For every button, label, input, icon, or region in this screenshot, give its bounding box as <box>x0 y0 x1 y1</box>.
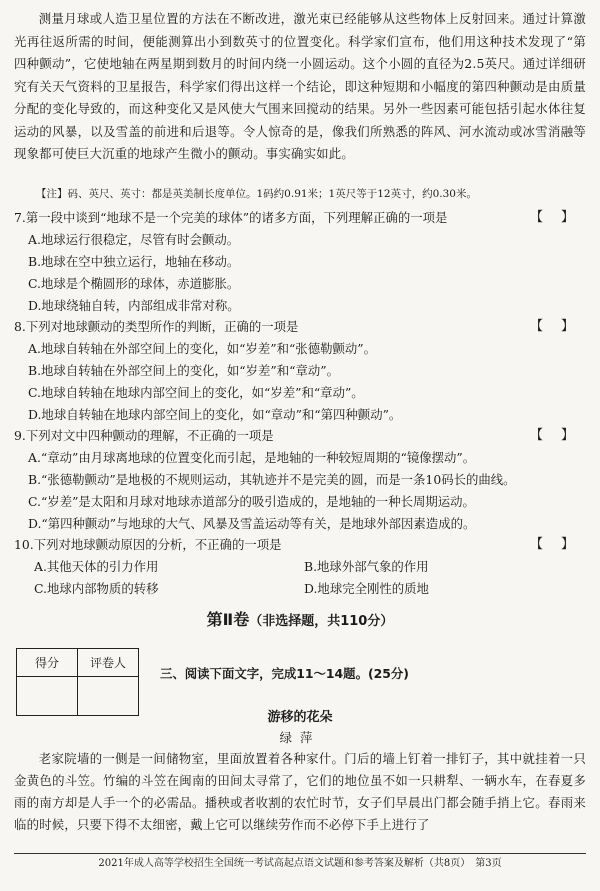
section-heading-title: 第Ⅱ卷 <box>206 610 250 629</box>
score-table <box>16 648 139 716</box>
question-8-option-c: C.地球自转轴在地球内部空间上的变化，如“岁差”和“章动”。 <box>28 385 364 400</box>
question-9-option-d: D.“第四种颤动”与地球的大气、风暴及雪盖运动等有关，是地球外部因素造成的。 <box>28 516 476 531</box>
question-10-option-c: C.地球内部物质的转移 <box>34 581 159 596</box>
question-10-option-d: D.地球完全刚性的质地 <box>304 581 429 596</box>
question-9-option-c: C.“岁差”是太阳和月球对地球赤道部分的吸引造成的，是地轴的一种长周期运动。 <box>28 494 475 509</box>
section-heading <box>0 608 600 634</box>
section-heading-subtitle: （非选择题，共110分） <box>249 614 394 629</box>
question-7-option-b: B.地球在空中独立运行，地轴在移动。 <box>28 254 240 269</box>
question-7-option-c: C.地球是个椭圆形的球体，赤道膨胀。 <box>28 276 240 291</box>
passage-note: 【注】码、英尺、英寸：都是英美制长度单位。1码约0.91米；1英尺等于12英寸，约0.30米。 <box>36 188 477 200</box>
question-10-stem: 10.下列对地球颤动原因的分析，不正确的一项是 <box>14 537 282 552</box>
grader-header: 评卷人 <box>78 649 139 677</box>
question-9-option-a: A.“章动”由月球离地球的位置变化而引起，是地轴的一种较短周期的“镜像摆动”。 <box>28 450 476 465</box>
question-9-stem: 9.下列对文中四种颤动的理解，不正确的一项是 <box>14 428 274 443</box>
score-header: 得分 <box>17 649 78 677</box>
question-10-option-b: B.地球外部气象的作用 <box>304 559 429 574</box>
question-10-answer-bracket[interactable]: 【】 <box>530 537 593 552</box>
question-8-stem: 8.下列对地球颤动的类型所作的判断，正确的一项是 <box>14 319 299 334</box>
question-8-option-b: B.地球自转轴在外部空间上的变化，如“岁差”和“章动”。 <box>28 363 339 378</box>
part-3-heading: 三、阅读下面文字，完成11～14题。(25分) <box>160 666 409 681</box>
question-7-stem: 7.第一段中谈到“地球不是一个完美的球体”的诸多方面，下列理解正确的一项是 <box>14 210 448 225</box>
story-author: 绿萍 <box>279 730 321 745</box>
story-paragraph: 老家院墙的一侧是一间储物室，里面放置着各种家什。门后的墙上钉着一排钉子，其中就挂着一只金黄色的斗笠。竹编的斗笠在闽南的田间太寻常了，它们的地位虽不如一只耕犁、一辆水车，在春夏多雨的南方却是人手一个的必需品。播秧或者收割的农忙时节，女子们早晨出门都会随手捎上它。春雨来临的时候，只要下得不太细密，戴上它可以继续劳作而不必停下手上进行了 <box>14 751 586 832</box>
question-10-option-a: A.其他天体的引力作用 <box>34 559 159 574</box>
footer-divider <box>14 853 586 854</box>
passage-paragraph: 测量月球或人造卫星位置的方法在不断改进，激光束已经能够从这些物体上反射回来。通过计算激光再往返所需的时间，便能测算出小到数英寸的位置变化。科学家们宣布，他们用这种技术发现了“第四种颤动”，它使地轴在两星期到数月的时间内绕一小圆运动。这个小圆的直径为2.5英尺。通过详细研究有关天气资料的卫星报告，科学家们得出这样一个结论，即这种短期和小幅度的第四种颤动是由质量分配的变化导致的，而这种变化又是风使大气围来回搅动的结果。另外一些因素可能包括引起水体往复运动的风暴，以及雪盖的前进和后退等。令人惊奇的是，像我们所熟悉的阵风、河水流动或冰雪消融等现象都可使巨大沉重的地球产生微小的颤动。事实确实如此。 <box>14 11 586 161</box>
page-footer: 2021年成人高等学校招生全国统一考试高起点语文试题和参考答案及解析（共8页） 第3页 <box>98 858 502 869</box>
question-8-answer-bracket[interactable]: 【】 <box>530 319 593 334</box>
question-7-option-d: D.地球绕轴自转，内部组成非常对称。 <box>28 298 240 313</box>
question-7-option-a: A.地球运行很稳定，尽管有时会颤动。 <box>28 232 240 247</box>
question-8-option-a: A.地球自转轴在外部空间上的变化，如“岁差”和“张德勒颤动”。 <box>28 341 376 356</box>
question-8-option-d: D.地球自转轴在地球内部空间上的变化，如“章动”和“第四种颤动”。 <box>28 407 402 422</box>
question-9-option-b: B.“张德勒颤动”是地极的不规则运动，其轨迹并不是完美的圆，而是一条10码长的曲线。 <box>28 472 516 487</box>
story-title: 游移的花朵 <box>267 710 333 725</box>
question-9-answer-bracket[interactable]: 【】 <box>530 428 593 443</box>
question-7-answer-bracket[interactable]: 【】 <box>530 210 593 225</box>
